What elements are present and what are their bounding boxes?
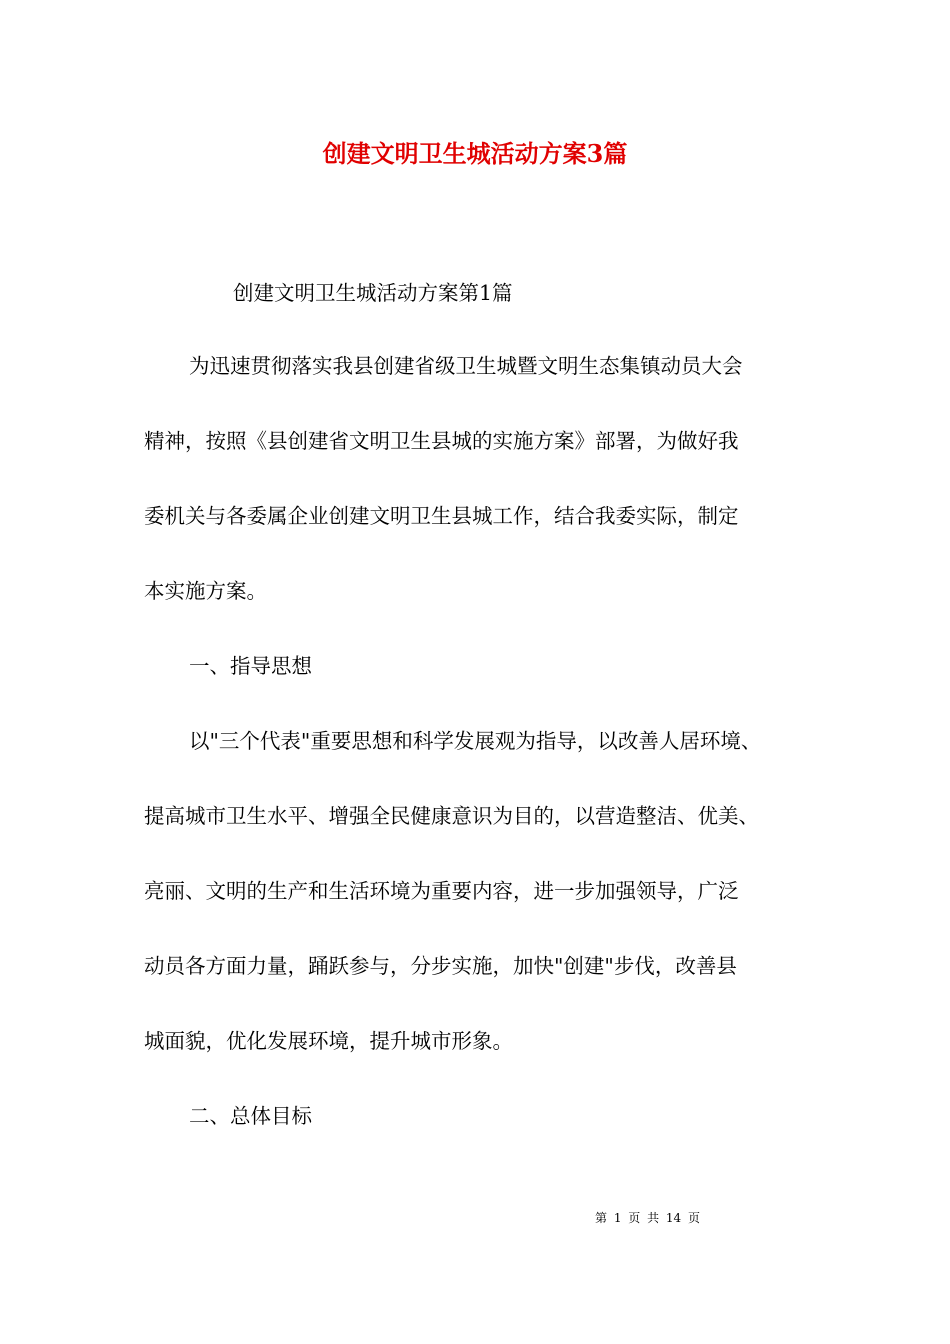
- paragraph-line: 本实施方案。: [144, 579, 267, 603]
- section-heading: 二、总体目标: [189, 1104, 312, 1128]
- page-number-footer: 第 1 页 共 14 页: [595, 1211, 700, 1225]
- section-heading: 一、指导思想: [189, 654, 312, 678]
- paragraph-line: 动员各方面力量，踊跃参与，分步实施，加快"创建"步伐，改善县: [144, 954, 737, 978]
- paragraph-line: 城面貌，优化发展环境，提升城市形象。: [144, 1029, 513, 1053]
- paragraph-line: 精神，按照《县创建省文明卫生县城的实施方案》部署，为做好我: [144, 429, 739, 453]
- paragraph-line: 为迅速贯彻落实我县创建省级卫生城暨文明生态集镇动员大会: [189, 354, 743, 378]
- paragraph-line: 以"三个代表"重要思想和科学发展观为指导，以改善人居环境、: [189, 729, 762, 753]
- paragraph-line: 委机关与各委属企业创建文明卫生县城工作，结合我委实际，制定: [144, 504, 739, 528]
- paragraph-line: 提高城市卫生水平、增强全民健康意识为目的，以营造整洁、优美、: [144, 804, 759, 828]
- paragraph-line: 亮丽、文明的生产和生活环境为重要内容，进一步加强领导，广泛: [144, 879, 739, 903]
- section-subtitle: 创建文明卫生城活动方案第1篇: [233, 281, 513, 305]
- document-title: 创建文明卫生城活动方案3篇: [322, 139, 628, 168]
